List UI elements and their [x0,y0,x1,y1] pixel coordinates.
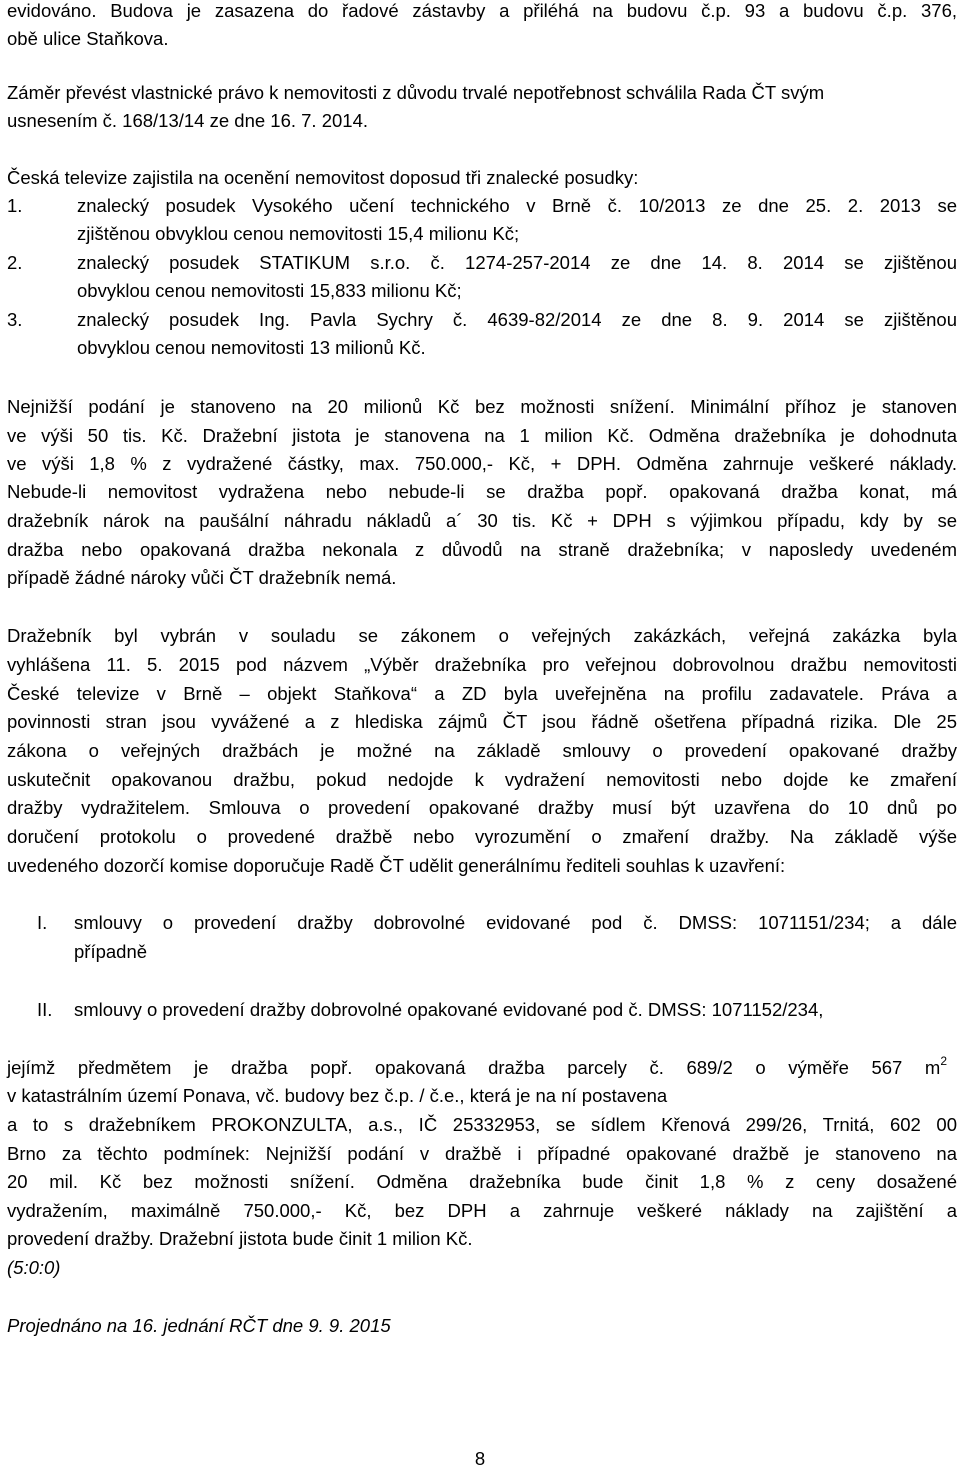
text-line: povinnosti stran jsou vyvážené a z hlediska zájmů ČT jsou řádně ošetřena případná rizika. Dle 25 [7,711,957,732]
list-number: 3. [7,309,23,330]
text-line: ve výši 1,8 % z vydražené částky, max. 750.000,- Kč, + DPH. Odměna zahrnuje veškeré náklady. [7,453,957,474]
list-number: 1. [7,195,23,216]
list-number: 2. [7,252,23,273]
appraisals-heading: Česká televize zajistila na ocenění nemovitost doposud tři znalecké posudky: [7,167,639,188]
text-line: v katastrálním území Ponava, vč. budovy bez č.p. / č.e., která je na ní postavena [7,1085,668,1106]
contract-text-line-1: smlouvy o provedení dražby dobrovolné evidované pod č. DMSS: 1071151/234; a dále [74,912,957,933]
list-number: II. [37,999,53,1020]
text-line: Nebude-li nemovitost vydražena nebo nebude-li se dražba popř. opakovaná dražba konat, má [7,481,957,502]
text-line: doručení protokolu o provedené dražbě nebo vyrozumění o zmaření dražby. Na základě výše [7,826,957,847]
appraisal-text-line-1: znalecký posudek Vysokého učení technického v Brně č. 10/2013 ze dne 25. 2. 2013 se [77,195,957,216]
text-line: a to s dražebníkem PROKONZULTA, a.s., IČ 25332953, se sídlem Křenová 299/26, Trnitá, 602 00 [7,1114,957,1135]
text-line: provedení dražby. Dražební jistota bude činit 1 milion Kč. [7,1228,473,1249]
text-line: 20 mil. Kč bez možnosti snížení. Odměna dražebníka bude činit 1,8 % z ceny dosažené [7,1171,957,1192]
text-line: vyhlášena 11. 5. 2015 pod názvem „Výběr dražebníka pro veřejnou dobrovolnou dražbu nemovitosti [7,654,957,675]
text-line: zákona o veřejných dražbách je možné na základě smlouvy o provedení opakované dražby [7,740,957,761]
page-number: 8 [474,1448,486,1469]
text-line: Brno za těchto podmínek: Nejnižší podání v dražbě i případné opakované dražbě je stanoveno na [7,1143,957,1164]
text-line: dražby vydražitelem. Smlouva o provedení opakované dražby musí být uzavřena do 10 dnů po [7,797,957,818]
appraisal-text-line-2: obvyklou cenou nemovitosti 13 milionů Kč. [77,337,426,358]
appraisal-text-line-1: znalecký posudek Ing. Pavla Sychry č. 4639-82/2014 ze dne 8. 9. 2014 se zjištěnou [77,309,957,330]
appraisal-text-line-1: znalecký posudek STATIKUM s.r.o. č. 1274-257-2014 ze dne 14. 8. 2014 se zjištěnou [77,252,957,273]
intro-line-1: evidováno. Budova je zasazena do řadové zástavby a přiléhá na budovu č.p. 93 a budovu č.p. 376, [7,0,957,21]
vote-result: (5:0:0) [7,1257,61,1278]
discussed-note: Projednáno na 16. jednání RČT dne 9. 9. 2015 [7,1315,391,1336]
text-line: Nejnižší podání je stanoveno na 20 milionů Kč bez možnosti snížení. Minimální příhoz je stanoven [7,396,957,417]
contract-text-line-2: případně [74,941,148,962]
text-line: uvedeného dozorčí komise doporučuje Radě ČT udělit generálnímu řediteli souhlas k uzavření: [7,855,786,876]
text-line: případě žádné nároky vůči ČT dražebník nemá. [7,567,397,588]
superscript: 2 [940,1054,947,1068]
text-line: vydražením, maximálně 750.000,- Kč, bez DPH a zahrnuje veškeré náklady na zajištění a [7,1200,957,1221]
list-number: I. [37,912,48,933]
text-line-with-superscript [7,1055,947,1081]
text-segment: jejímž předmětem je dražba popř. opakovaná dražba parcely č. 689/2 o výměře 567 m [7,1057,941,1078]
text-line: ve výši 50 tis. Kč. Dražební jistota je stanovena na 1 milion Kč. Odměna dražebníka je dohodnuta [7,425,957,446]
text-line: dražebník nárok na paušální náhradu nákladů a´ 30 tis. Kč + DPH s výjimkou případu, kdy by se [7,510,957,531]
text-line: České televize v Brně – objekt Staňkova“ a ZD byla uveřejněna na profilu zadavatele. Práva a [7,683,957,704]
intent-line-2: usnesením č. 168/13/14 ze dne 16. 7. 2014. [7,110,369,131]
appraisal-text-line-2: obvyklou cenou nemovitosti 15,833 milionu Kč; [77,280,462,301]
contract-text-line-1: smlouvy o provedení dražby dobrovolné opakované evidované pod č. DMSS: 1071152/234, [74,999,824,1020]
text-line: Dražebník byl vybrán v souladu se zákonem o veřejných zakázkách, veřejná zakázka byla [7,625,957,646]
intent-line-1: Záměr převést vlastnické právo k nemovitosti z důvodu trvalé nepotřebnost schválila Rada ČT svým [7,82,825,103]
appraisal-text-line-2: zjištěnou obvyklou cenou nemovitosti 15,4 milionu Kč; [77,223,520,244]
text-line: uskutečnit opakovanou dražbu, pokud nedojde k vydražení nemovitosti nebo dojde ke zmaření [7,769,957,790]
text-line: dražba nebo opakovaná dražba nekonala z důvodů na straně dražebníka; v naposledy uvedeném [7,539,957,560]
intro-line-2: obě ulice Staňkova. [7,28,169,49]
